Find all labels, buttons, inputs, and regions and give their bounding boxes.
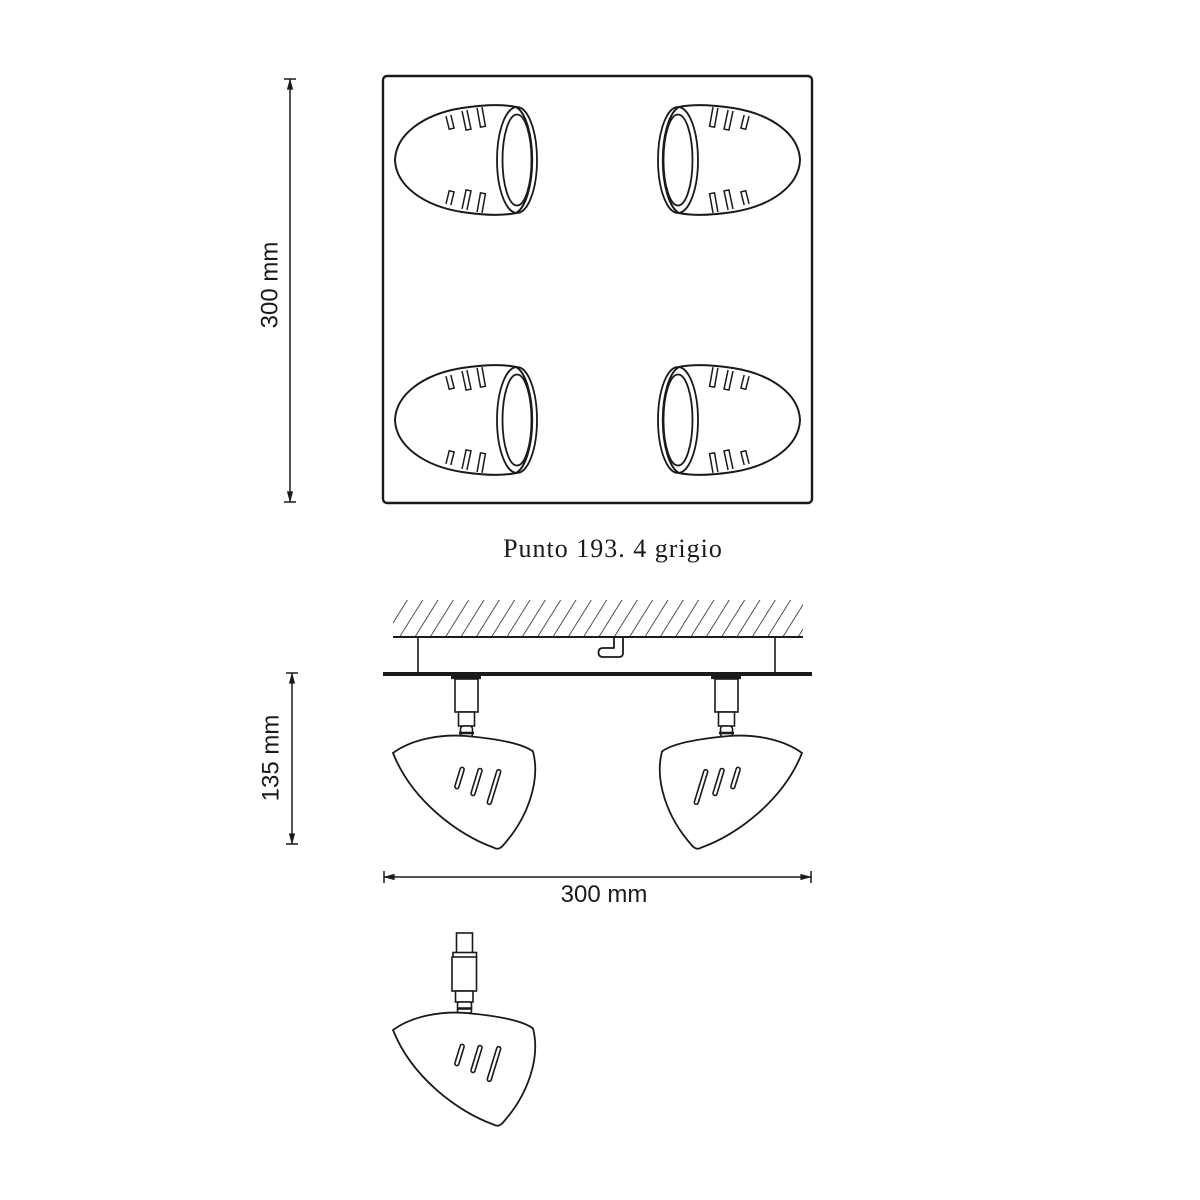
dimension-label-side-width: 300 mm bbox=[560, 881, 648, 908]
spot-shade-right bbox=[660, 736, 802, 849]
ceiling-hatch bbox=[393, 600, 803, 637]
cable-hook bbox=[599, 638, 624, 657]
dimension-top-view-height bbox=[256, 79, 296, 502]
spot-stem-right bbox=[715, 679, 738, 737]
product-caption: Punto 193. 4 grigio bbox=[503, 534, 723, 563]
top-view bbox=[383, 76, 812, 503]
detail-shade bbox=[393, 1013, 535, 1126]
spot-stem-left bbox=[455, 679, 478, 737]
dimension-label-side-height: 135 mm bbox=[257, 714, 285, 802]
side-elevation-view bbox=[383, 600, 812, 849]
spot-detail-view bbox=[393, 933, 535, 1126]
dimension-label-top-height: 300 mm bbox=[256, 241, 284, 329]
detail-adapter-stem bbox=[452, 933, 477, 1013]
dimension-side-view-height bbox=[257, 673, 298, 844]
dimension-side-view-width bbox=[384, 871, 811, 908]
spot-shade-left bbox=[393, 736, 535, 849]
